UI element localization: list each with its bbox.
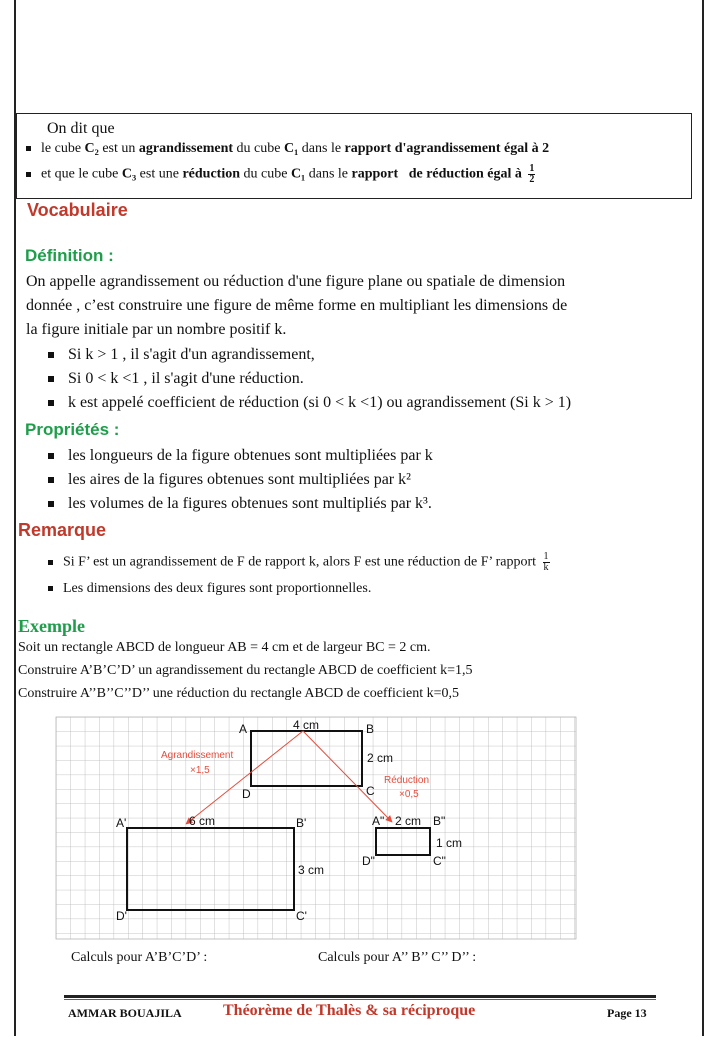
label-agrandissement: Agrandissement <box>161 750 234 761</box>
definition-line-2: donnée , c’est construire une figure de même forme en multipliant les dimensions de <box>26 297 568 314</box>
definition-bullet-1: Si k > 1 , il s'agit d'un agrandissement, <box>48 346 315 364</box>
propriete-bullet-1: les longueurs de la figure obtenues sont multipliées par k <box>48 447 433 465</box>
label-D-second: D" <box>362 854 375 868</box>
intro-text: On dit que <box>47 120 115 137</box>
label-B-second: B" <box>433 814 446 828</box>
label-4cm: 4 cm <box>293 718 320 732</box>
calculs-big: Calculs pour A’B’C’D’ : <box>71 950 208 965</box>
vocab-heading: Vocabulaire <box>27 200 128 220</box>
footer-rule-red <box>64 999 656 1000</box>
label-A: A <box>239 722 248 736</box>
definition-line-3: la figure initiale par un nombre positif k. <box>26 321 287 338</box>
label-x05: ×0,5 <box>399 789 419 800</box>
footer-page: Page 13 <box>607 1006 647 1020</box>
label-2cm-small: 2 cm <box>395 814 422 828</box>
footer-title: Théorème de Thalès & sa réciproque <box>223 1002 476 1019</box>
label-C-prime: C' <box>296 909 307 923</box>
label-D-prime: D' <box>116 909 127 923</box>
exemple-line-2: Construire A’B’C’D’ un agrandissement du rectangle ABCD de coefficient k=1,5 <box>18 663 473 678</box>
exemple-heading: Exemple <box>18 616 85 636</box>
label-reduction: Réduction <box>384 775 430 786</box>
label-A-prime: A' <box>116 816 127 830</box>
label-A-second: A" <box>372 814 385 828</box>
propriete-bullet-3: les volumes de la figures obtenues sont multipliés par k³. <box>48 495 432 513</box>
propriete-bullet-2: les aires de la figures obtenues sont multipliées par k² <box>48 471 411 489</box>
remarque-bullet-2: Les dimensions des deux figures sont proportionnelles. <box>48 581 371 597</box>
calculs-small: Calculs pour A’’ B’’ C’’ D’’ : <box>318 950 477 965</box>
definition-heading: Définition : <box>25 246 114 265</box>
box-line-1: le cube C₂ est un agrandissement du cube C₁ dans le rapport d'agrandissement égal à 2 <box>26 141 549 157</box>
remarque-heading: Remarque <box>18 520 107 540</box>
definition-bullet-3: k est appelé coefficient de réduction (si 0 < k <1) ou agrandissement (Si k > 1) <box>48 394 571 412</box>
label-x15: ×1,5 <box>190 765 210 776</box>
label-1cm: 1 cm <box>436 836 463 850</box>
definition-bullet-2: Si 0 < k <1 , il s'agit d'une réduction. <box>48 370 304 388</box>
label-B-prime: B' <box>296 816 307 830</box>
label-B: B <box>366 722 375 736</box>
label-3cm: 3 cm <box>298 863 325 877</box>
proprietes-heading: Propriétés : <box>25 420 120 439</box>
remarque-bullet-1: Si F’ est un agrandissement de F de rapport k, alors F est une réduction de F’ rapport $\frac{1}{k}$ <box>48 552 550 573</box>
label-2cm: 2 cm <box>367 751 394 765</box>
fraction-one-over-k: $\frac{1}{k}$ <box>543 551 549 573</box>
label-D: D <box>242 787 251 801</box>
fraction-one-half: $\frac{1}{2}$ <box>529 163 535 185</box>
label-C: C <box>366 784 375 798</box>
footer-author: AMMAR BOUAJILA <box>68 1006 182 1020</box>
definition-line-1: On appelle agrandissement ou réduction d'une figure plane ou spatiale de dimension <box>26 273 566 290</box>
footer-rule <box>64 995 656 998</box>
box-line-2: et que le cube C₃ est une réduction du cube C₁ dans le rapport de réduction égal à $\frac{1}{2}$ <box>26 164 535 185</box>
exemple-line-1: Soit un rectangle ABCD de longueur AB = 4 cm et de largeur BC = 2 cm. <box>18 640 431 655</box>
label-6cm: 6 cm <box>189 814 216 828</box>
exemple-line-3: Construire A’’B’’C’’D’’ une réduction du rectangle ABCD de coefficient k=0,5 <box>18 686 459 701</box>
label-C-second: C" <box>433 854 446 868</box>
